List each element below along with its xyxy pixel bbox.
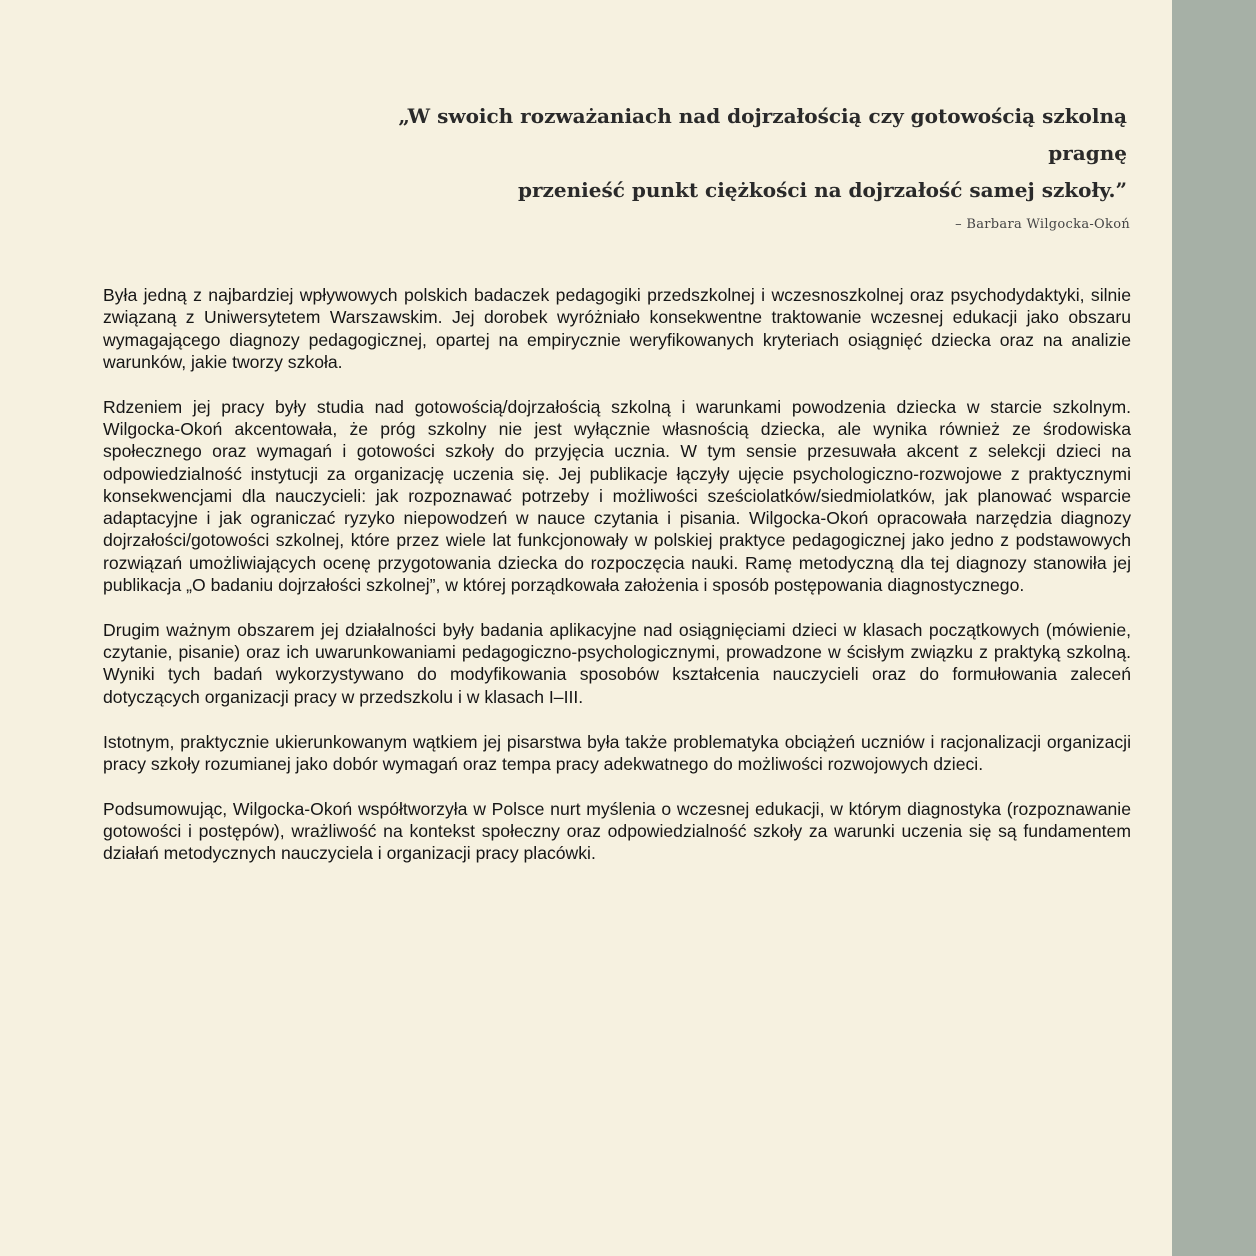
paragraph-1: Była jedną z najbardziej wpływowych polskich badaczek pedagogiki przedszkolnej i wczesnoszkolnej oraz psychodydaktyki, silnie związaną z Uniwersytetem Warszawskim. Jej dorobek wyróżniało konsekwentne traktowanie wczesnej edukacji jako obszaru wymagającego diagnozy pedagogicznej, opartej na empirycznie weryfikowanych kryteriach osiągnięć dziecka oraz na analizie warunków, jakie tworzy szkoła. (103, 285, 1131, 372)
epigraph-quote-line-2: przenieść punkt ciężkości na dojrzałość samej szkoły.” (518, 178, 1127, 202)
epigraph (330, 98, 1130, 232)
decorative-side-band (1172, 0, 1256, 1256)
paragraph-2: Rdzeniem jej pracy były studia nad gotowością/dojrzałością szkolną i warunkami powodzenia dziecka w starcie szkolnym. Wilgocka-Okoń akcentowała, że próg szkolny nie jest wyłącznie własnością dziecka, ale wynika również ze środowiska społecznego oraz wymagań i gotowości szkoły do przyjęcia ucznia. W tym sensie przesuwała akcent z selekcji dzieci na odpowiedzialność instytucji za organizację uczenia się. Jej publikacje łączyły ujęcie psychologiczno-rozwojowe z praktycznymi konsekwencjami dla nauczycieli: jak rozpoznawać potrzeby i możliwości sześciolatków/siedmiolatków, jak planować wsparcie adaptacyjne i jak ograniczać ryzyko niepowodzeń w nauce czytania i pisania. Wilgocka-Okoń opracowała narzędzia diagnozy dojrzałości/gotowości szkolnej, które przez wiele lat funkcjonowały w polskiej praktyce pedagogicznej jako jedno z podstawowych rozwiązań umożliwiających ocenę przygotowania dziecka do rozpoczęcia nauki. Ramę metodyczną dla tej diagnozy stanowiła jej publikacja „O badaniu dojrzałości szkolnej”, w której porządkowała założenia i sposób postępowania diagnostycznego. (103, 396, 1131, 596)
epigraph-quote-line-1: „W swoich rozważaniach nad dojrzałością czy gotowością szkolną pragnę (398, 104, 1127, 165)
paragraph-5: Podsumowując, Wilgocka-Okoń współtworzyła w Polsce nurt myślenia o wczesnej edukacji, w którym diagnostyka (rozpoznawanie gotowości i postępów), wrażliwość na kontekst społeczny oraz odpowiedzialność szkoły za warunki uczenia się są fundamentem działań metodycznych nauczyciela i organizacji pracy placówki. (103, 798, 1131, 864)
body-text (103, 284, 1131, 887)
paragraph-4: Istotnym, praktycznie ukierunkowanym wątkiem jej pisarstwa była także problematyka obciążeń uczniów i racjonalizacji organizacji pracy szkoły rozumianej jako dobór wymagań oraz tempa pracy adekwatnego do możliwości rozwojowych dzieci. (103, 731, 1131, 774)
paragraph-3: Drugim ważnym obszarem jej działalności były badania aplikacyjne nad osiągnięciami dzieci w klasach początkowych (mówienie, czytanie, pisanie) oraz ich uwarunkowaniami pedagogiczno-psychologicznymi, prowadzone w ścisłym związku z praktyką szkolną. Wyniki tych badań wykorzystywano do modyfikowania sposobów kształcenia nauczycieli oraz do formułowania zaleceń dotyczących organizacji pracy w przedszkolu i w klasach I–III. (103, 619, 1131, 707)
epigraph-author: – Barbara Wilgocka-Okoń (955, 217, 1130, 232)
